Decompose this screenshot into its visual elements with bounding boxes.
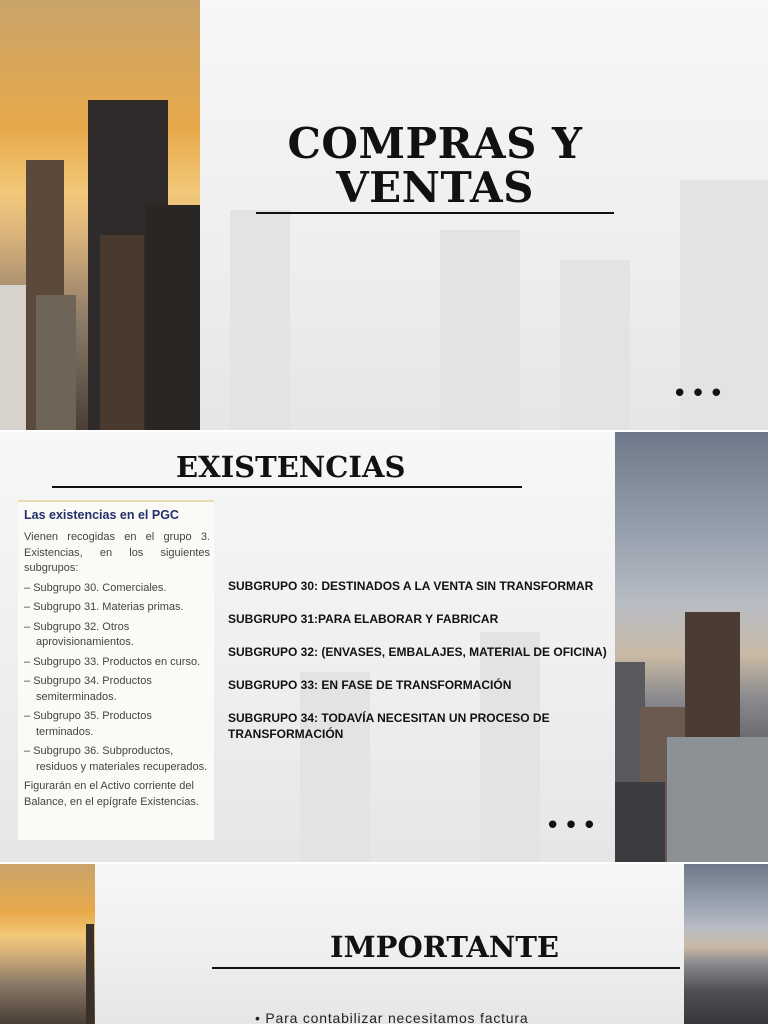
city-skyline-photo bbox=[684, 864, 768, 1024]
ghost-building bbox=[560, 260, 630, 430]
slide-existencias bbox=[0, 432, 768, 862]
list-item: – Subgrupo 31. Materias primas. bbox=[24, 600, 210, 616]
city-sunset-photo bbox=[0, 864, 95, 1024]
subgroup-31: SUBGRUPO 31:PARA ELABORAR Y FABRICAR bbox=[228, 612, 499, 626]
ghost-building bbox=[440, 230, 520, 430]
textbook-heading: Las existencias en el PGC bbox=[24, 508, 179, 522]
more-dots-icon: ••• bbox=[672, 379, 728, 409]
title-underline bbox=[212, 967, 680, 969]
slide-compras-y-ventas bbox=[0, 0, 768, 430]
subgroup-32: SUBGRUPO 32: (ENVASES, EMBALAJES, MATERIAL DE OFICINA) bbox=[228, 645, 607, 659]
subgroup-33: SUBGRUPO 33: EN FASE DE TRANSFORMACIÓN bbox=[228, 678, 512, 692]
list-item: – Subgrupo 32. Otros aprovisionamientos. bbox=[24, 620, 210, 651]
subgroup-30: SUBGRUPO 30: DESTINADOS A LA VENTA SIN TRANSFORMAR bbox=[228, 579, 594, 593]
textbook-footer: Figurarán en el Activo corriente del Balance, en el epígrafe Existencias. bbox=[24, 780, 199, 808]
textbook-list bbox=[24, 581, 210, 776]
subgroup-list bbox=[228, 578, 613, 759]
title-underline bbox=[52, 486, 522, 488]
textbook-intro: Vienen recogidas en el grupo 3. Existencias, en los siguientes subgrupos: bbox=[24, 531, 210, 574]
section-title: EXISTENCIAS bbox=[176, 450, 406, 484]
subgroup-34: SUBGRUPO 34: TODAVÍA NECESITAN UN PROCESO DE TRANSFORMACIÓN bbox=[228, 711, 550, 741]
list-item: – Subgrupo 34. Productos semiterminados. bbox=[24, 674, 210, 705]
list-item: – Subgrupo 36. Subproductos, residuos y materiales recuperados. bbox=[24, 744, 210, 775]
textbook-excerpt bbox=[18, 500, 214, 840]
list-item: – Subgrupo 33. Productos en curso. bbox=[24, 655, 210, 671]
ghost-building bbox=[230, 210, 290, 430]
city-sunset-photo bbox=[0, 0, 200, 430]
bullet-item: • Para contabilizar necesitamos factura bbox=[255, 1010, 529, 1024]
list-item: – Subgrupo 35. Productos terminados. bbox=[24, 709, 210, 740]
title-underline bbox=[256, 212, 614, 214]
section-title: IMPORTANTE bbox=[330, 930, 560, 964]
slide-importante bbox=[0, 864, 768, 1024]
page-title: COMPRAS Y VENTAS bbox=[287, 119, 583, 212]
city-skyline-photo bbox=[615, 432, 768, 862]
more-dots-icon: ••• bbox=[545, 811, 601, 841]
list-item: – Subgrupo 30. Comerciales. bbox=[24, 581, 210, 597]
